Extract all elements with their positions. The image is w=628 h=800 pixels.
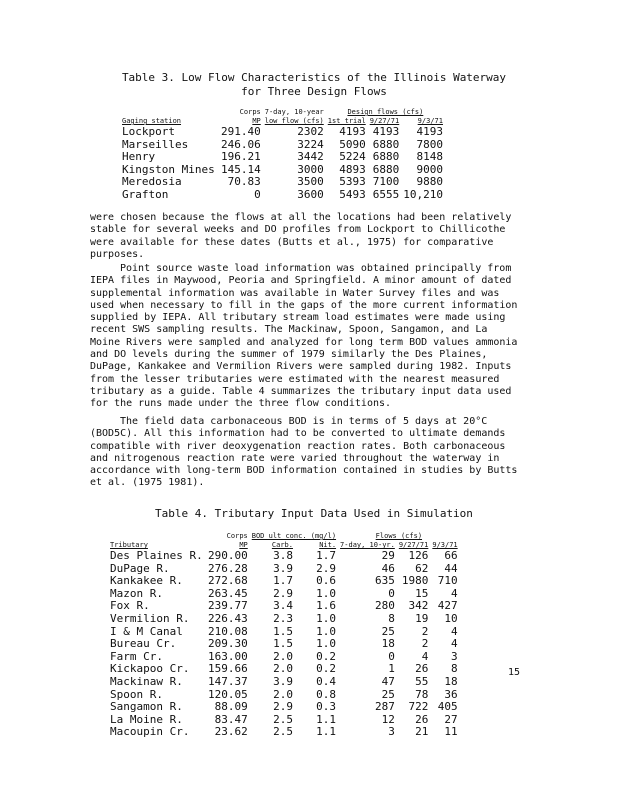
t3-cell-f2: 7800 xyxy=(416,137,443,151)
t4-cell-carb: 3.9 xyxy=(273,674,293,688)
t3-cell-f1: 6880 xyxy=(372,137,400,151)
t3-cell-f1: 4193 xyxy=(372,125,400,138)
t4-cell-mp: 23.62 xyxy=(214,725,248,739)
t3-cell-low: 3442 xyxy=(297,150,324,164)
t4-cell-nit: 1.1 xyxy=(316,725,337,739)
t4-cell-nit: 1.7 xyxy=(316,549,337,562)
t4-cell-name: Bureau Cr. xyxy=(110,637,177,651)
t3-header-mp: MP xyxy=(252,117,261,125)
t4-header-corps: Corps xyxy=(226,532,248,540)
t3-row xyxy=(120,151,445,164)
t3-cell-mp: 246.06 xyxy=(221,137,261,151)
t4-cell-mp: 272.68 xyxy=(208,574,248,588)
t4-header-mp: MP xyxy=(239,541,248,549)
t4-cell-q2: 55 xyxy=(415,674,429,688)
t4-cell-q2: 722 xyxy=(408,700,429,714)
t4-cell-mp: 226.43 xyxy=(208,611,248,625)
t3-cell-mp: 70.83 xyxy=(227,175,261,189)
t4-cell-mp: 88.09 xyxy=(214,700,248,714)
t4-cell-nit: 1.1 xyxy=(316,712,337,726)
t4-row xyxy=(108,575,460,588)
t3-cell-low: 3000 xyxy=(297,162,324,176)
t4-row xyxy=(108,550,460,563)
t3-cell-mp: 0 xyxy=(254,187,261,201)
t4-cell-q2: 19 xyxy=(415,611,429,625)
t3-cell-mp: 196.21 xyxy=(221,150,261,164)
t4-cell-q2: 78 xyxy=(415,687,429,701)
t4-cell-mp: 163.00 xyxy=(208,649,248,663)
t3-cell-t1: 5393 xyxy=(339,175,366,189)
t4-cell-q1: 0 xyxy=(388,586,395,600)
t4-cell-mp: 290.00 xyxy=(208,549,248,562)
t3-cell-f2: 10,210 xyxy=(403,187,443,201)
table3-caption-line1: Table 3. Low Flow Characteristics of the Illinois Waterway xyxy=(121,71,507,84)
t3-cell-low: 3224 xyxy=(297,137,324,151)
t4-cell-carb: 2.9 xyxy=(273,586,293,600)
t4-cell-q3: 18 xyxy=(444,674,458,688)
t3-cell-t1: 5493 xyxy=(339,187,366,201)
page-number: 15 xyxy=(508,667,521,678)
t4-cell-q2: 26 xyxy=(415,712,429,726)
t4-header-date2: 9/3/71 xyxy=(432,541,458,549)
t4-cell-mp: 147.37 xyxy=(208,674,248,688)
t4-header-date1: 9/27/71 xyxy=(398,541,429,549)
paragraph-3: The field data carbonaceous BOD is in terms of 5 days at 20°C (BOD5C). All this information had to be converted to ultimate demands compatible with river deoxygenation reaction rates. Both carbonaceous and nitrogenous reaction rate were varied throughout the waterway in accordance with long-term BOD information contained in studies by Butts et al. (1975 1981). xyxy=(90,416,518,489)
t3-cell-f2: 4193 xyxy=(416,125,443,138)
t4-cell-q1: 25 xyxy=(381,624,395,638)
t4-cell-q1: 287 xyxy=(374,700,395,714)
t4-cell-name: Vermilion R. xyxy=(110,611,190,625)
t4-cell-mp: 83.47 xyxy=(214,712,248,726)
t4-cell-mp: 263.45 xyxy=(208,586,248,600)
t4-cell-carb: 1.5 xyxy=(273,624,293,638)
t4-cell-name: Mackinaw R. xyxy=(110,674,183,688)
table4 xyxy=(108,532,460,739)
t3-cell-station: Meredosia xyxy=(122,175,182,189)
t4-cell-q1: 280 xyxy=(374,599,395,613)
t4-cell-q2: 15 xyxy=(415,586,429,600)
t4-cell-mp: 276.28 xyxy=(208,561,248,575)
t4-header-tributary: Tributary xyxy=(110,541,148,549)
t4-cell-carb: 2.0 xyxy=(273,662,293,676)
t3-cell-mp: 145.14 xyxy=(221,162,261,176)
t4-cell-q3: 4 xyxy=(451,586,458,600)
t3-cell-t1: 5090 xyxy=(339,137,366,151)
t4-cell-q2: 4 xyxy=(421,649,429,663)
t3-header-low-flow: low flow (cfs) xyxy=(264,117,324,125)
t4-cell-mp: 239.77 xyxy=(208,599,248,613)
t3-header-gaging-station: Gaging station xyxy=(122,117,182,125)
t4-cell-q3: 11 xyxy=(444,725,458,739)
t4-cell-q3: 10 xyxy=(444,611,458,625)
t4-cell-carb: 2.3 xyxy=(273,611,293,625)
t4-cell-mp: 159.66 xyxy=(208,662,248,676)
t4-cell-q1: 1 xyxy=(388,662,395,676)
t4-cell-q3: 27 xyxy=(444,712,458,726)
t4-row xyxy=(108,638,460,651)
t4-cell-q1: 29 xyxy=(381,549,395,562)
t3-cell-t1: 4193 xyxy=(339,125,366,138)
t4-cell-carb: 2.5 xyxy=(273,725,293,739)
t4-cell-name: Farm Cr. xyxy=(110,649,163,663)
t3-cell-station: Marseilles xyxy=(122,137,189,151)
t4-cell-q2: 2 xyxy=(421,624,429,638)
t4-cell-name: DuPage R. xyxy=(110,561,170,575)
t4-cell-carb: 3.9 xyxy=(273,561,293,575)
t4-cell-q3: 44 xyxy=(444,561,458,575)
t4-cell-q2: 126 xyxy=(408,549,429,562)
t4-cell-q1: 25 xyxy=(381,687,395,701)
t3-cell-low: 3600 xyxy=(297,187,324,201)
t4-cell-q1: 18 xyxy=(381,637,395,651)
t3-cell-f2: 9000 xyxy=(416,162,443,176)
t4-header-flows: Flows (cfs) xyxy=(375,532,423,540)
t4-cell-nit: 1.0 xyxy=(316,586,337,600)
t4-cell-carb: 2.0 xyxy=(273,687,293,701)
t4-cell-q3: 8 xyxy=(451,662,458,676)
t3-row xyxy=(120,126,445,139)
t4-cell-carb: 2.9 xyxy=(273,700,293,714)
t4-cell-name: Mazon R. xyxy=(110,586,163,600)
t4-header-seven-day: 7-day, 10-yr. xyxy=(340,541,395,549)
t4-cell-q1: 635 xyxy=(374,574,395,588)
t3-header-date2: 9/3/71 xyxy=(417,117,443,125)
t4-cell-q2: 21 xyxy=(415,725,429,739)
t4-cell-nit: 2.9 xyxy=(316,561,337,575)
t4-cell-q3: 4 xyxy=(451,637,458,651)
t4-cell-q1: 46 xyxy=(381,561,395,575)
t4-cell-carb: 3.8 xyxy=(273,549,293,562)
t3-header-corps: Corps xyxy=(239,108,261,116)
table3-caption xyxy=(0,71,628,99)
t4-cell-q2: 2 xyxy=(421,637,429,651)
t4-cell-nit: 1.0 xyxy=(316,637,337,651)
t3-header-design-flows: Design flows (cfs) xyxy=(347,108,424,116)
t4-cell-q1: 47 xyxy=(381,674,395,688)
t4-cell-name: Kickapoo Cr. xyxy=(110,662,190,676)
table4-caption: Table 4. Tributary Input Data Used in Simulation xyxy=(155,507,473,520)
t3-cell-station: Lockport xyxy=(122,125,175,138)
table3-caption-line2: for Three Design Flows xyxy=(241,85,387,98)
t4-cell-q1: 12 xyxy=(381,712,395,726)
t4-cell-mp: 210.08 xyxy=(208,624,248,638)
t3-cell-station: Grafton xyxy=(122,187,169,201)
t4-cell-q2: 342 xyxy=(408,599,429,613)
t4-cell-name: Sangamon R. xyxy=(110,700,183,714)
t4-header-nit: Nit. xyxy=(319,541,337,549)
t4-cell-carb: 2.0 xyxy=(273,649,293,663)
t4-cell-name: Fox R. xyxy=(110,599,150,613)
t4-cell-q3: 427 xyxy=(437,599,458,613)
t3-header-first-trial: 1st trial xyxy=(327,117,366,125)
t3-cell-f1: 7100 xyxy=(372,175,400,189)
paragraph-1: were chosen because the flows at all the locations had been relatively stable for several weeks and DO profiles from Lockport to Chillicothe were available for these dates (Butts et al., 1975) for comparative purposes. xyxy=(90,212,512,260)
t4-cell-carb: 2.5 xyxy=(273,712,293,726)
t4-cell-name: Kankakee R. xyxy=(110,574,183,588)
t4-cell-nit: 1.6 xyxy=(316,599,337,613)
t4-cell-q3: 710 xyxy=(437,574,458,588)
t4-cell-name: Macoupin Cr. xyxy=(110,725,190,739)
t4-cell-mp: 209.30 xyxy=(208,637,248,651)
t4-cell-nit: 0.2 xyxy=(316,649,337,663)
t3-cell-t1: 4893 xyxy=(339,162,366,176)
t4-cell-mp: 120.05 xyxy=(208,687,248,701)
t4-row xyxy=(108,701,460,714)
t4-row xyxy=(108,613,460,626)
t4-cell-q1: 0 xyxy=(388,649,395,663)
t4-header-bod-conc: BOD ult conc. (mg/l) xyxy=(251,532,337,540)
t3-cell-low: 2302 xyxy=(297,125,324,138)
t4-header-carb: Carb. xyxy=(271,541,293,549)
t4-cell-q2: 1980 xyxy=(401,574,429,588)
t4-cell-q2: 62 xyxy=(415,561,429,575)
t4-cell-nit: 0.3 xyxy=(316,700,337,714)
t3-cell-station: Henry xyxy=(122,150,156,164)
t4-cell-q3: 66 xyxy=(444,549,458,562)
t3-cell-mp: 291.40 xyxy=(221,125,261,138)
t4-cell-carb: 1.7 xyxy=(273,574,293,588)
table3 xyxy=(120,108,445,202)
t4-cell-q3: 3 xyxy=(451,649,458,663)
t4-cell-carb: 3.4 xyxy=(273,599,293,613)
t3-cell-f1: 6880 xyxy=(372,162,400,176)
t3-row xyxy=(120,189,445,202)
t3-cell-low: 3500 xyxy=(297,175,324,189)
t4-cell-q3: 405 xyxy=(437,700,458,714)
t4-cell-q3: 4 xyxy=(451,624,458,638)
t4-cell-q1: 8 xyxy=(388,611,395,625)
t3-cell-t1: 5224 xyxy=(339,150,366,164)
paragraph-2: Point source waste load information was obtained principally from IEPA files in Maywood, Peoria and Springfield. A minor amount of dated supplemental information was available in Water Survey files and was used when necessary to fill in the gaps of the more current information supplied by IEPA. All tributary stream load estimates were made using recent SWS sampling results. The Mackinaw, Spoon, Sangamon, and La Moine Rivers were sampled and analyzed for long term BOD values ammonia and DO levels during the summer of 1979 similarly the Des Plaines, DuPage, Kankakee and Vermilion Rivers were sampled during 1982. Inputs from the lesser tributaries were estimated with the nearest measured tributary as a guide. Table 4 summarizes the tributary input data used for the runs made under the three flow conditions. xyxy=(90,263,518,410)
t4-cell-carb: 1.5 xyxy=(273,637,293,651)
t4-cell-nit: 1.0 xyxy=(316,611,337,625)
t3-cell-f1: 6880 xyxy=(372,150,400,164)
t4-cell-name: Des Plaines R. xyxy=(110,549,203,562)
t4-cell-q1: 3 xyxy=(388,725,395,739)
t4-cell-name: La Moine R. xyxy=(110,712,183,726)
t4-cell-q3: 36 xyxy=(444,687,458,701)
t3-header-seven-day: 7-day, 10-year xyxy=(264,108,324,116)
t4-cell-nit: 1.0 xyxy=(316,624,337,638)
t3-cell-f1: 6555 xyxy=(372,187,400,201)
t4-cell-nit: 0.2 xyxy=(316,662,337,676)
t4-cell-q2: 26 xyxy=(415,662,429,676)
t3-cell-station: Kingston Mines xyxy=(122,162,215,176)
t3-cell-f2: 9880 xyxy=(416,175,443,189)
t4-cell-name: Spoon R. xyxy=(110,687,163,701)
t3-cell-f2: 8148 xyxy=(416,150,443,164)
t3-header-date1: 9/27/71 xyxy=(369,117,400,125)
t4-cell-nit: 0.4 xyxy=(316,674,337,688)
t4-cell-nit: 0.6 xyxy=(316,574,337,588)
t4-row xyxy=(108,676,460,689)
t4-cell-nit: 0.8 xyxy=(316,687,337,701)
t4-row xyxy=(108,726,460,739)
t4-cell-name: I & M Canal xyxy=(110,624,183,638)
